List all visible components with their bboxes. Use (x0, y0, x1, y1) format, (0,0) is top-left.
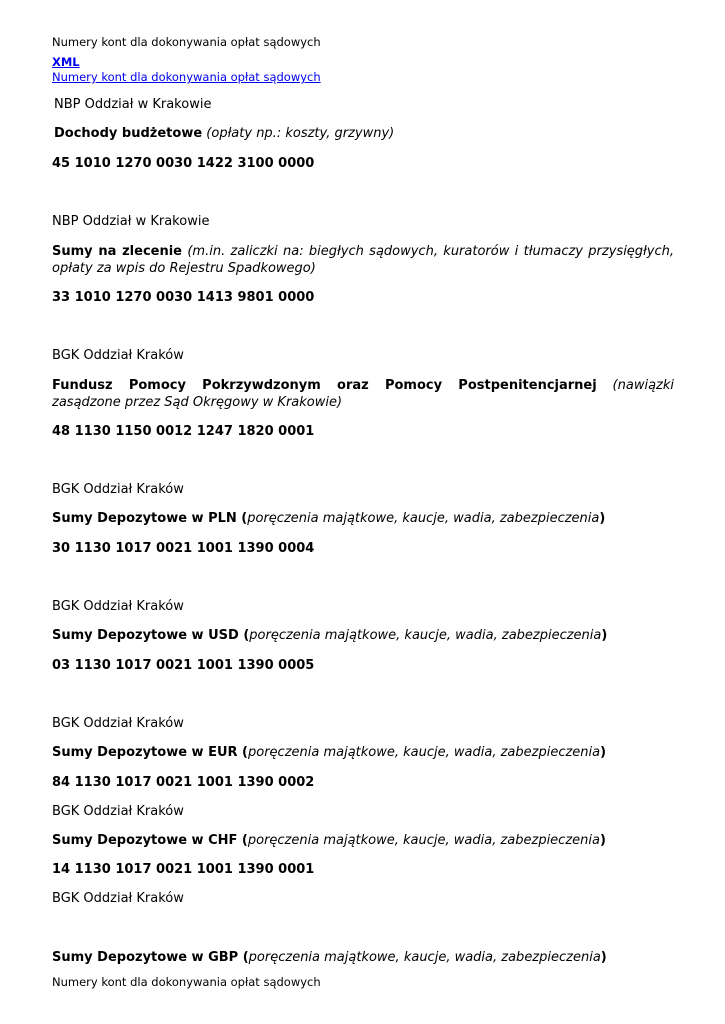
account-number: 84 1130 1017 0021 1001 1390 0002 (52, 775, 315, 790)
bank-name: BGK Oddział Kraków (52, 804, 184, 819)
account-purpose: Sumy Depozytowe w GBP (poręczenia majątkowe, kaucje, wadia, zabezpieczenia) (52, 950, 607, 965)
bank-name: BGK Oddział Kraków (52, 599, 184, 614)
bank-name: NBP Oddział w Krakowie (54, 97, 212, 112)
account-purpose: Sumy Depozytowe w CHF (poręczenia majątkowe, kaucje, wadia, zabezpieczenia) (52, 833, 606, 848)
account-number: 03 1130 1017 0021 1001 1390 0005 (52, 658, 315, 673)
account-purpose: Fundusz Pomocy Pokrzywdzonym oraz Pomocy Postpenitencjarnej (nawiązki zasądzone przez Sąd Okręgowy w Krakowie) (52, 378, 674, 410)
account-purpose: Sumy Depozytowe w USD (poręczenia majątkowe, kaucje, wadia, zabezpieczenia) (52, 628, 608, 643)
bank-name: NBP Oddział w Krakowie (52, 214, 210, 229)
page-footer-title: Numery kont dla dokonywania opłat sądowych (52, 975, 321, 989)
xml-link[interactable]: XML (52, 55, 80, 69)
bank-name: BGK Oddział Kraków (52, 716, 184, 731)
account-number: 48 1130 1150 0012 1247 1820 0001 (52, 424, 315, 439)
bank-name: BGK Oddział Kraków (52, 482, 184, 497)
account-purpose: Sumy na zlecenie (m.in. zaliczki na: biegłych sądowych, kuratorów i tłumaczy przysięgłych, opłaty za wpis do Rejestru Spadkowego) (52, 244, 675, 276)
bank-name: BGK Oddział Kraków (52, 348, 184, 363)
account-number: 14 1130 1017 0021 1001 1390 0001 (52, 862, 315, 877)
account-purpose: Sumy Depozytowe w PLN (poręczenia majątkowe, kaucje, wadia, zabezpieczenia) (52, 511, 606, 526)
document-link[interactable]: Numery kont dla dokonywania opłat sądowych (52, 70, 321, 84)
bank-name: BGK Oddział Kraków (52, 891, 184, 906)
account-purpose: Dochody budżetowe (opłaty np.: koszty, grzywny) (54, 126, 395, 141)
account-number: 45 1010 1270 0030 1422 3100 0000 (52, 156, 315, 171)
account-number: 30 1130 1017 0021 1001 1390 0004 (52, 541, 315, 556)
account-purpose: Sumy Depozytowe w EUR (poręczenia majątkowe, kaucje, wadia, zabezpieczenia) (52, 745, 607, 760)
account-number: 33 1010 1270 0030 1413 9801 0000 (52, 290, 315, 305)
page-header-title: Numery kont dla dokonywania opłat sądowych (52, 35, 321, 49)
